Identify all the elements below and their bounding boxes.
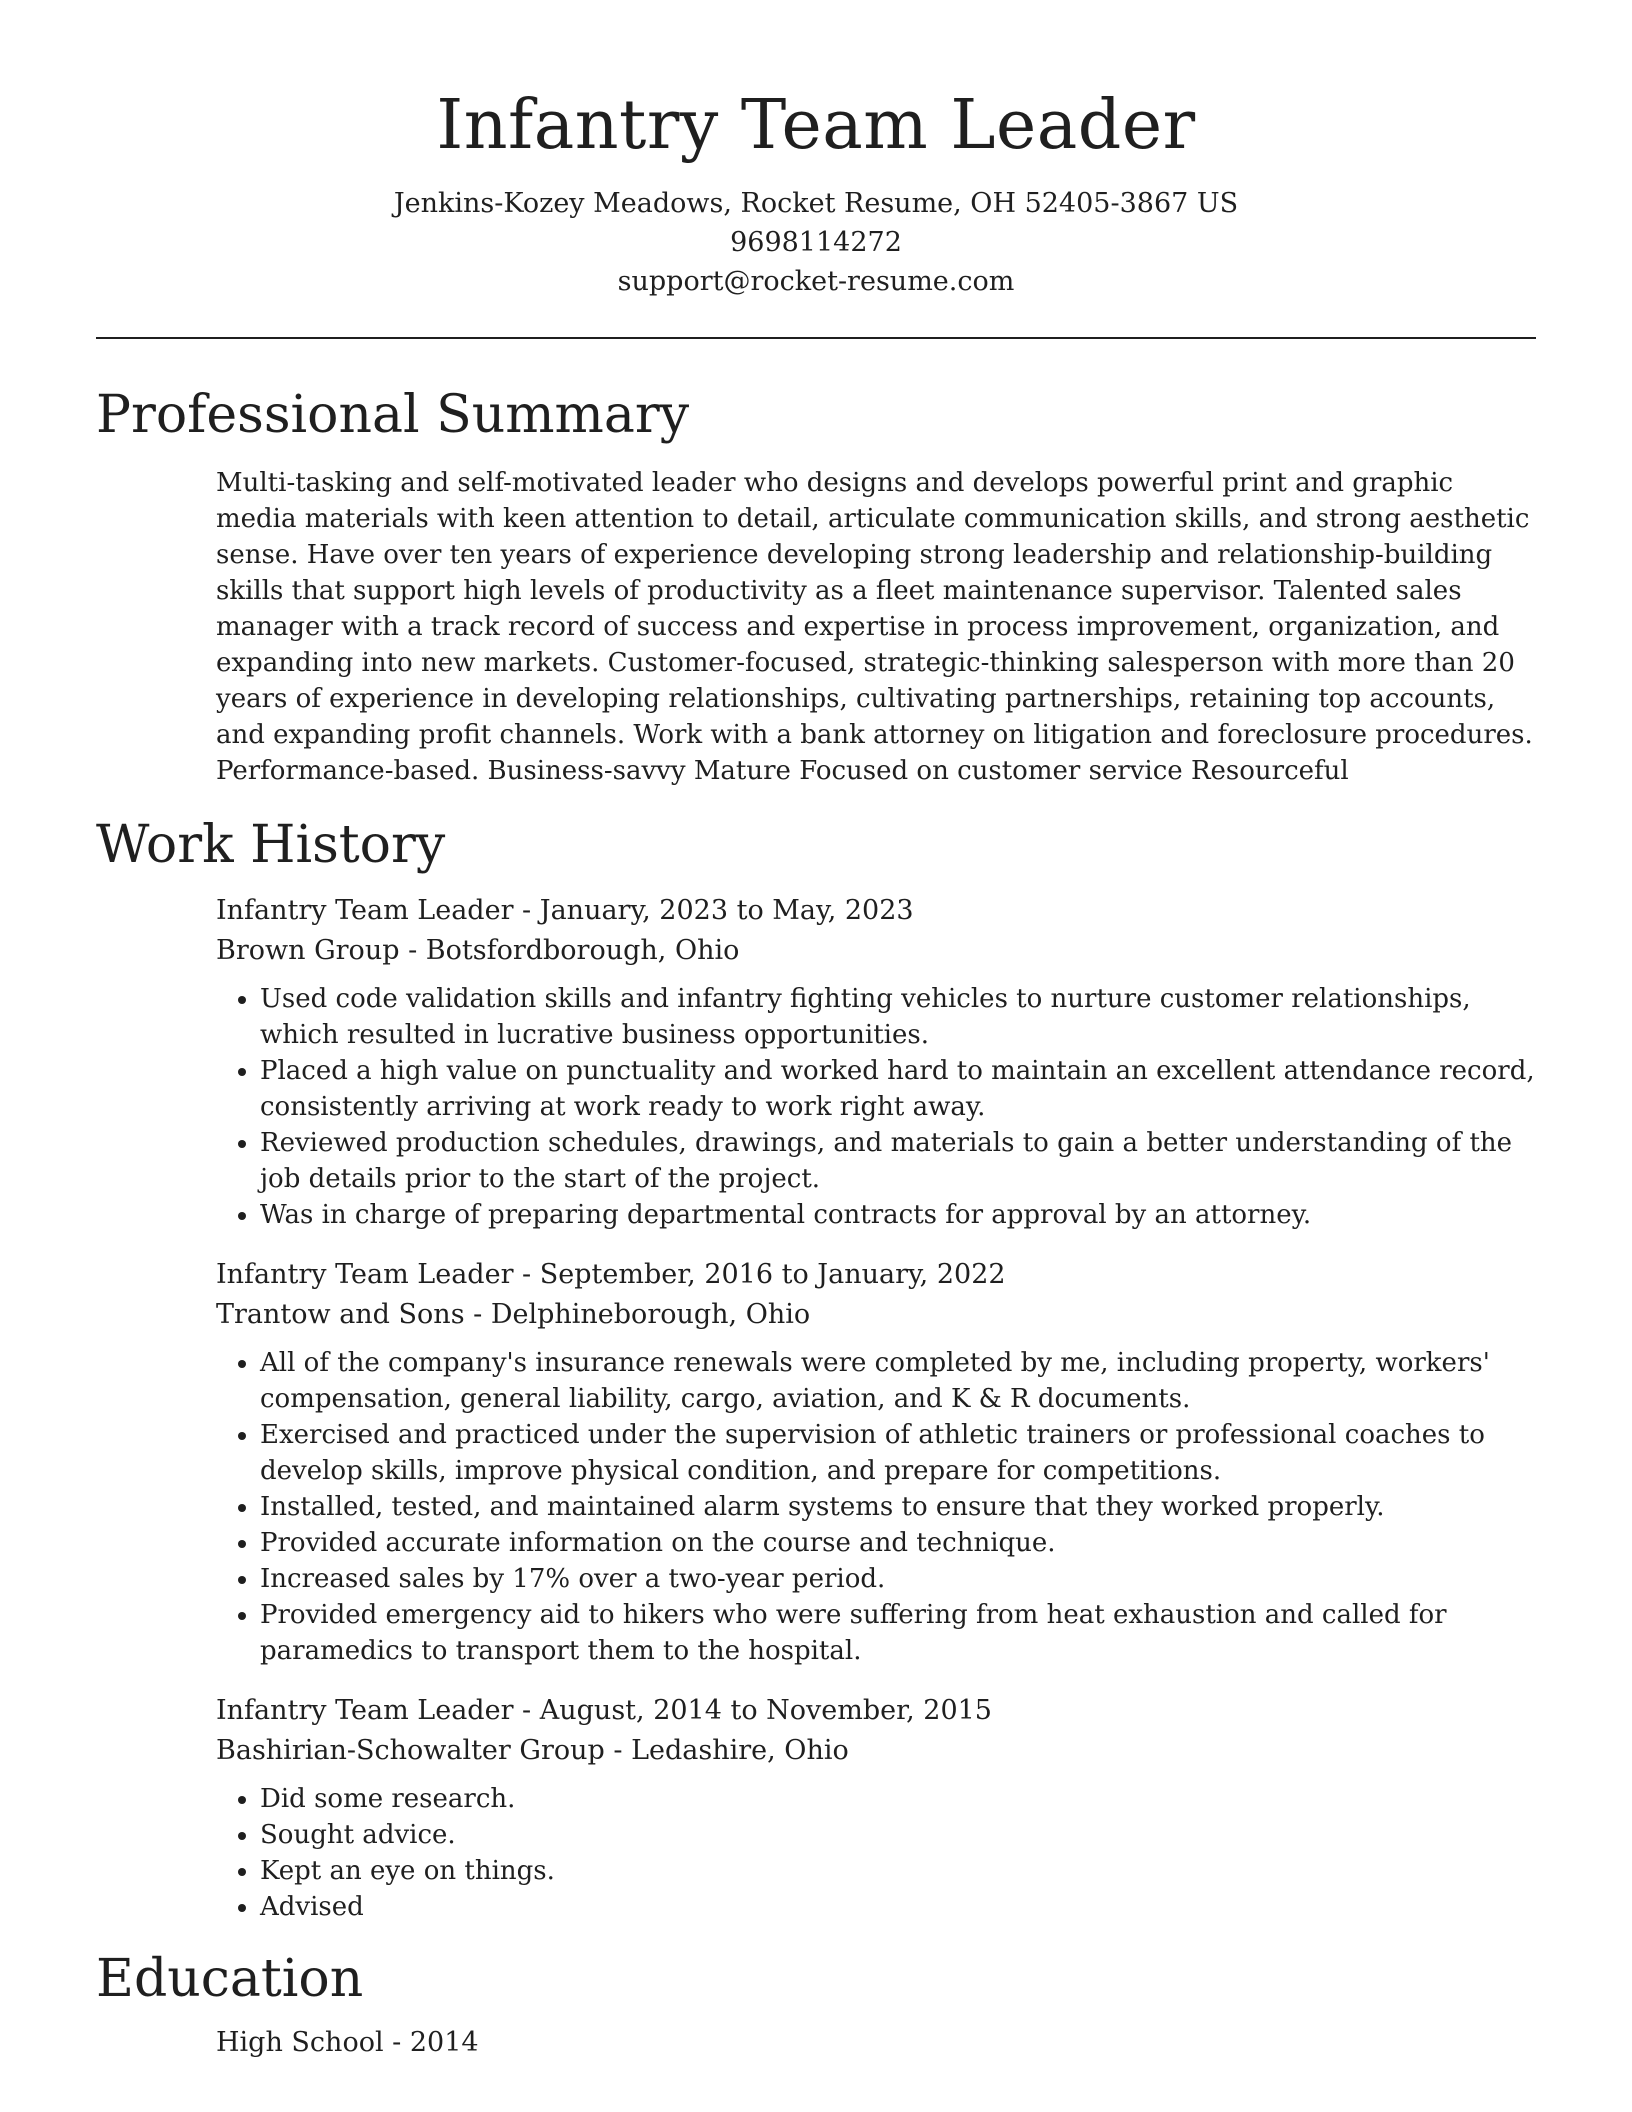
summary-text: Multi-tasking and self-motivated leader who designs and develops powerful print and graphic media materials with keen attention to detail, articulate communication skills, and strong aesthetic sense. Have over ten years of experience developing strong leadership and relationship-building skills that support high levels of productivity as a fleet maintenance supervisor. Talented sales manager with a track record of success and expertise in process improvement, organization, and expanding into new markets. Customer-focused, strategic-thinking salesperson with more than 20 years of experience in developing relationships, cultivating partnerships, retaining top accounts, and expanding profit channels. Work with a bank attorney on litigation and foreclosure procedures. Performance-based. Business-savvy Mature Focused on customer service Resourceful xyxy=(216,468,1533,786)
resume-header xyxy=(96,0,1536,301)
contact-email[interactable]: support@rocket-resume.com xyxy=(617,266,1015,297)
job-bullets xyxy=(216,1345,1536,1669)
job-bullet: • Kept an eye on things. xyxy=(260,1853,1536,1889)
job-bullet: • Was in charge of preparing departmental contracts for approval by an attorney. xyxy=(260,1197,1536,1233)
job-bullet: • Reviewed production schedules, drawings, and materials to gain a better understanding of the job details prior to the start of the project. xyxy=(260,1125,1536,1197)
job-role-line: Infantry Team Leader - January, 2023 to May, 2023 xyxy=(216,895,914,926)
job-company-line: Trantow and Sons - Delphineborough, Ohio xyxy=(216,1299,811,1330)
education-item: High School - 2014 xyxy=(216,2027,479,2058)
contact-phone: 9698114272 xyxy=(730,227,902,258)
job-bullet: • Increased sales by 17% over a two-year period. xyxy=(260,1561,1536,1597)
job-bullet: • All of the company's insurance renewals were completed by me, including property, workers' compensation, general liability, cargo, aviation, and K & R documents. xyxy=(260,1345,1536,1417)
job-bullet: • Did some research. xyxy=(260,1781,1536,1817)
job-bullet: • Placed a high value on punctuality and worked hard to maintain an excellent attendance record, consistently arriving at work ready to work right away. xyxy=(260,1053,1536,1125)
job-bullet: • Advised xyxy=(260,1889,1536,1925)
contact-info xyxy=(96,184,1536,301)
job-entry xyxy=(216,891,1536,1233)
job-bullets xyxy=(216,1781,1536,1925)
job-bullet: • Used code validation skills and infantry fighting vehicles to nurture customer relationships, which resulted in lucrative business opportunities. xyxy=(260,981,1536,1053)
job-bullet: • Provided accurate information on the course and technique. xyxy=(260,1525,1536,1561)
education-heading: Education xyxy=(96,1949,364,2009)
job-entry xyxy=(216,1691,1536,1925)
header-divider xyxy=(96,337,1536,339)
work-history-heading: Work History xyxy=(96,815,446,875)
job-bullets xyxy=(216,981,1536,1233)
resume-name: Infantry Team Leader xyxy=(436,86,1196,165)
job-bullet: • Exercised and practiced under the supervision of athletic trainers or professional coaches to develop skills, improve physical condition, and prepare for competitions. xyxy=(260,1417,1536,1489)
work-history-list xyxy=(216,891,1536,1925)
education-list xyxy=(216,2023,1536,2063)
summary-heading: Professional Summary xyxy=(96,385,690,445)
job-bullet: • Installed, tested, and maintained alarm systems to ensure that they worked properly. xyxy=(260,1489,1536,1525)
job-bullet: • Provided emergency aid to hikers who were suffering from heat exhaustion and called for paramedics to transport them to the hospital. xyxy=(260,1597,1536,1669)
job-role-line: Infantry Team Leader - September, 2016 to January, 2022 xyxy=(216,1259,1006,1290)
resume-page xyxy=(96,0,1536,2063)
contact-address: Jenkins-Kozey Meadows, Rocket Resume, OH 52405-3867 US xyxy=(393,188,1239,219)
job-company-line: Bashirian-Schowalter Group - Ledashire, Ohio xyxy=(216,1735,849,1766)
job-role-line: Infantry Team Leader - August, 2014 to November, 2015 xyxy=(216,1695,992,1726)
job-bullet: • Sought advice. xyxy=(260,1817,1536,1853)
job-company-line: Brown Group - Botsfordborough, Ohio xyxy=(216,935,740,966)
job-entry xyxy=(216,1255,1536,1669)
